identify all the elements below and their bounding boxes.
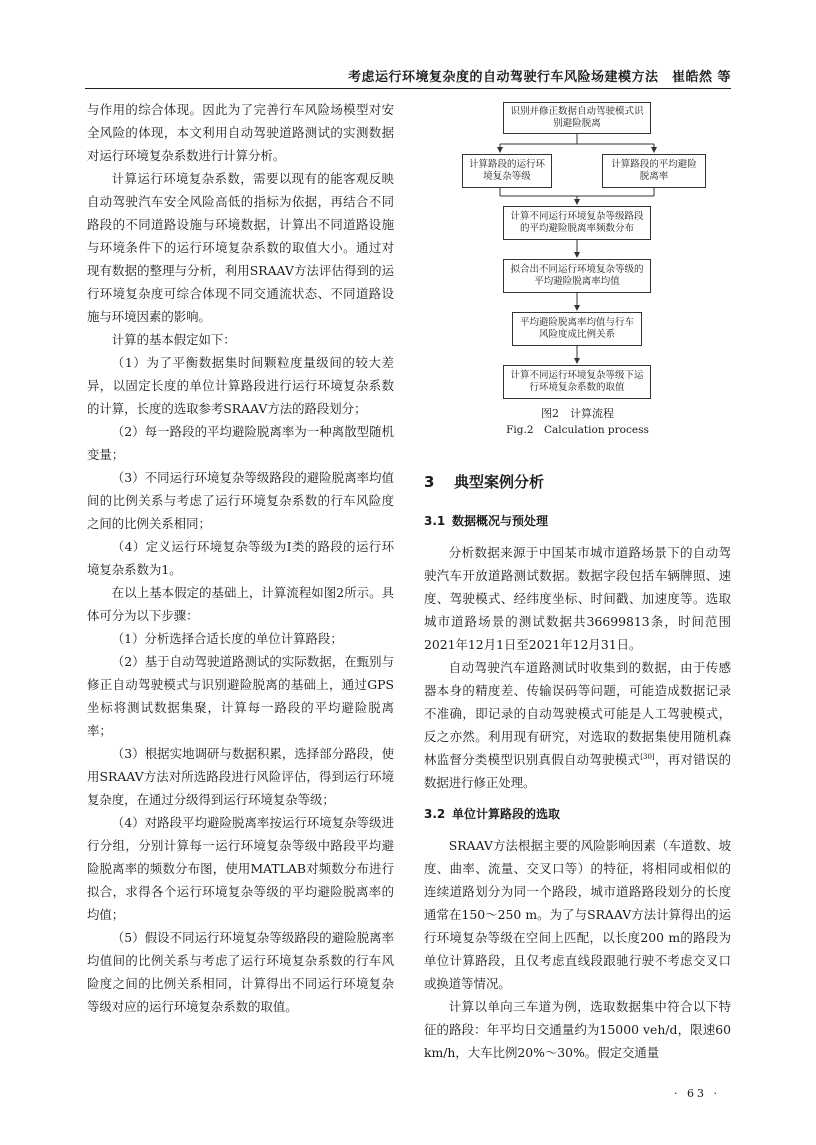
paragraph: 计算的基本假定如下： — [111, 332, 236, 347]
paragraph-text: ，再对错误的数据进行修正处理。 — [424, 752, 732, 790]
flow-box-coefficient: 计算不同运行环境复杂等级下运行环境复杂系数的取值 — [503, 365, 651, 399]
section-title: 典型案例分析 — [454, 473, 545, 491]
paragraph: 在以上基本假定的基础上，计算流程如图2所示。具体可分为以下步骤： — [87, 585, 394, 623]
subsection-number: 3.1 — [424, 514, 446, 528]
citation: [30] — [640, 752, 655, 761]
subsection-title: 单位计算路段的选取 — [452, 807, 561, 821]
figure-caption-en: Fig.2 Calculation process — [506, 424, 649, 436]
left-column — [87, 98, 394, 1018]
subsection-heading — [424, 507, 731, 535]
paragraph: 计算运行环境复杂系数，需要以现有的能客观反映自动驾驶汽车安全风险高低的指标为依据，再结合不同路段的不同道路设施与环境数据，计算出不同道路设施与环境条件下的运行环境复杂系数的取值大小。通过对现有数据的整理与分析，利用SRAAV方法评估得到的运行环境复杂度可综合体现不同交通流状态、不同道路设施与环境因素的影响。 — [87, 171, 394, 324]
section-heading — [424, 467, 731, 497]
paragraph: SRAAV方法根据主要的风险影响因素（车道数、坡度、曲率、流量、交叉口等）的特征，将相同或相似的连续道路划分为同一个路段，城市道路路段划分的长度通常在150～250 m。为了与SRAAV方法计算得出的运行环境复杂等级在空间上匹配，以长度200 m的路段为单位计算路段，且仅考虑直线段跟驰行驶不考虑交叉口或换道等情况。 — [424, 838, 731, 991]
subsection-title: 数据概况与预处理 — [452, 514, 549, 528]
list-item: （4）定义运行环境复杂等级为Ⅰ类的路段的运行环境复杂系数为1。 — [87, 539, 394, 577]
page-number: · 63 · — [674, 1087, 720, 1100]
flow-box-disengagement-rate: 计算路段的平均避险脱离率 — [602, 154, 706, 188]
paragraph-text: 自动驾驶汽车道路测试时收集到的数据，由于传感器本身的精度差、传输误码等问题，可能造成数据记录不准确，即记录的自动驾驶模式可能是人工驾驶模式，反之亦然。利用现有研究，对选取的数据集使用随机森林监督分类模型识别真假自动驾驶模式 — [424, 660, 731, 767]
figure-caption — [424, 404, 731, 438]
flow-box-fit-mean: 拟合出不同运行环境复杂等级的平均避险脱离率均值 — [503, 259, 651, 293]
section-number: 3 — [424, 473, 435, 491]
flowchart — [424, 98, 731, 435]
running-header — [85, 66, 731, 89]
flow-box-identify: 识别并修正数据自动驾驶模式识别避险脱离 — [503, 102, 651, 134]
list-item: （1）为了平衡数据集时间颗粒度量级间的较大差异，以固定长度的单位计算路段进行运行环境复杂系数的计算，长度的选取参考SRAAV方法的路段划分； — [87, 355, 394, 416]
list-item: （1）分析选择合适长度的单位计算路段； — [111, 631, 343, 646]
list-item: （3）根据实地调研与数据积累，选择部分路段，使用SRAAV方法对所选路段进行风险评估，得到运行环境复杂度，在通过分级得到运行环境复杂等级； — [87, 746, 394, 807]
right-column — [424, 98, 731, 1064]
header-text: 考虑运行环境复杂度的自动驾驶行车风险场建模方法 崔皓然 等 — [347, 70, 731, 85]
list-item: （5）假设不同运行环境复杂等级路段的避险脱离率均值间的比例关系与考虑了运行环境复杂系数的行车风险度之间的比例关系相同，计算得出不同运行环境复杂等级对应的运行环境复杂系数的取值。 — [87, 930, 394, 1014]
flow-box-proportional: 平均避险脱离率均值与行车风险度成比例关系 — [512, 312, 642, 346]
flow-box-complexity-level: 计算路段的运行环境复杂等级 — [462, 154, 552, 188]
figure-caption-cn: 图2 计算流程 — [541, 407, 614, 420]
list-item: （2）基于自动驾驶道路测试的实际数据，在甄别与修正自动驾驶模式与识别避险脱离的基础上，通过GPS坐标将测试数据集聚，计算每一路段的平均避险脱离率； — [87, 654, 394, 738]
paragraph — [424, 656, 731, 794]
list-item: （2）每一路段的平均避险脱离率为一种离散型随机变量； — [87, 424, 394, 462]
paragraph: 与作用的综合体现。因此为了完善行车风险场模型对安全风险的体现，本文利用自动驾驶道路测试的实测数据对运行环境复杂系数进行计算分析。 — [87, 102, 394, 163]
subsection-heading — [424, 800, 731, 828]
subsection-number: 3.2 — [424, 807, 446, 821]
paragraph: 分析数据来源于中国某市城市道路场景下的自动驾驶汽车开放道路测试数据。数据字段包括车辆牌照、速度、驾驶模式、经纬度坐标、时间戳、加速度等。选取城市道路场景的测试数据共36699813条，时间范围2021年12月1日至2021年12月31日。 — [424, 545, 731, 652]
paragraph: 计算以单向三车道为例，选取数据集中符合以下特征的路段：年平均日交通量约为15000 veh/d，限速60 km/h，大车比例20%～30%。假定交通量 — [424, 999, 731, 1060]
list-item: （3）不同运行环境复杂等级路段的避险脱离率均值间的比例关系与考虑了运行环境复杂系数的行车风险度之间的比例关系相同； — [87, 470, 394, 531]
flow-box-frequency-distribution: 计算不同运行环境复杂等级路段的平均避险脱离率频数分布 — [503, 206, 651, 240]
list-item: （4）对路段平均避险脱离率按运行环境复杂等级进行分组，分别计算每一运行环境复杂等级中路段平均避险脱离率的频数分布图，使用MATLAB对频数分布进行拟合，求得各个运行环境复杂等级的平均避险脱离率的均值； — [87, 815, 394, 922]
